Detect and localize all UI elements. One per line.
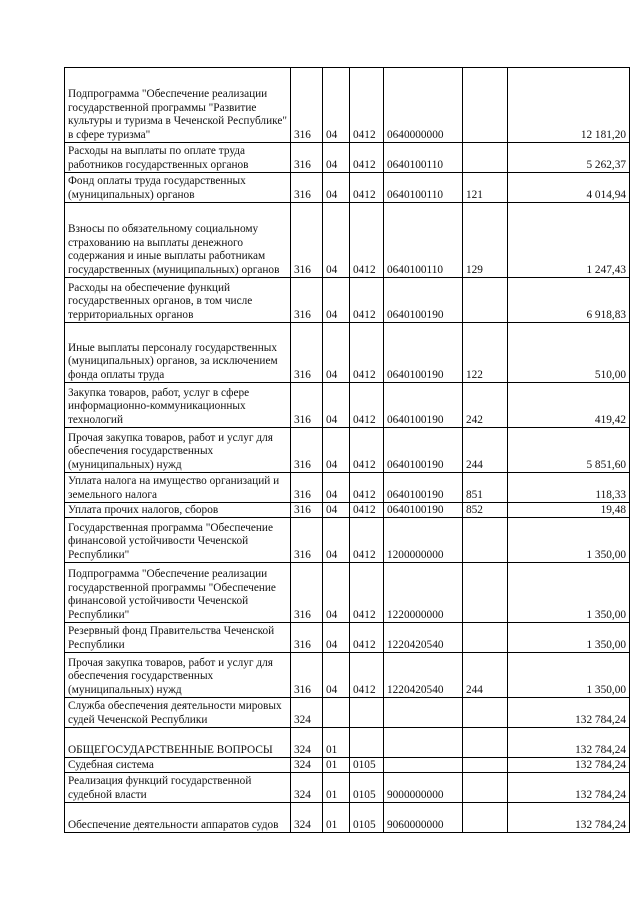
row-code: 316 — [291, 518, 323, 563]
table-row — [65, 518, 630, 563]
row-expense-type — [463, 518, 508, 563]
row-subsection: 0412 — [350, 503, 384, 518]
table-row — [65, 203, 630, 278]
row-amount: 5 262,37 — [508, 143, 630, 173]
row-name: Уплата налога на имущество организаций и земельного налога — [65, 473, 291, 503]
row-subsection: 0412 — [350, 383, 384, 428]
row-section: 04 — [323, 173, 350, 203]
row-name: Прочая закупка товаров, работ и услуг для обеспечения государственных (муниципальных) нужд — [65, 653, 291, 698]
row-subsection — [350, 728, 384, 758]
row-code: 316 — [291, 623, 323, 653]
row-article: 0640000000 — [384, 68, 463, 143]
row-code: 316 — [291, 503, 323, 518]
row-section: 04 — [323, 68, 350, 143]
row-code: 316 — [291, 653, 323, 698]
row-name: Служба обеспечения деятельности мировых судей Чеченской Республики — [65, 698, 291, 728]
row-code: 316 — [291, 143, 323, 173]
row-subsection: 0412 — [350, 278, 384, 323]
row-article: 0640100110 — [384, 203, 463, 278]
row-amount: 1 350,00 — [508, 563, 630, 623]
row-expense-type — [463, 278, 508, 323]
row-expense-type: 852 — [463, 503, 508, 518]
row-subsection: 0412 — [350, 68, 384, 143]
row-section: 01 — [323, 728, 350, 758]
row-expense-type — [463, 803, 508, 833]
row-name: Резервный фонд Правительства Чеченской Республики — [65, 623, 291, 653]
row-article: 0640100190 — [384, 503, 463, 518]
row-subsection: 0412 — [350, 518, 384, 563]
row-code: 324 — [291, 803, 323, 833]
row-subsection — [350, 698, 384, 728]
row-code: 316 — [291, 203, 323, 278]
table-row — [65, 143, 630, 173]
table-row — [65, 773, 630, 803]
row-name: Обеспечение деятельности аппаратов судов — [65, 803, 291, 833]
row-expense-type — [463, 773, 508, 803]
row-subsection: 0412 — [350, 143, 384, 173]
row-amount: 4 014,94 — [508, 173, 630, 203]
row-article: 0640100110 — [384, 173, 463, 203]
row-subsection: 0412 — [350, 473, 384, 503]
row-section: 04 — [323, 383, 350, 428]
row-subsection: 0412 — [350, 173, 384, 203]
row-amount: 1 350,00 — [508, 623, 630, 653]
row-code: 316 — [291, 173, 323, 203]
row-code: 316 — [291, 278, 323, 323]
table-row — [65, 503, 630, 518]
row-name: Закупка товаров, работ, услуг в сфере информационно-коммуникационных технологий — [65, 383, 291, 428]
row-expense-type: 129 — [463, 203, 508, 278]
row-section: 04 — [323, 518, 350, 563]
row-expense-type — [463, 758, 508, 773]
row-article: 0640100190 — [384, 473, 463, 503]
row-article — [384, 758, 463, 773]
row-code: 324 — [291, 758, 323, 773]
row-code: 316 — [291, 383, 323, 428]
row-expense-type — [463, 623, 508, 653]
row-subsection: 0412 — [350, 323, 384, 383]
row-section: 04 — [323, 323, 350, 383]
row-article: 0640100110 — [384, 143, 463, 173]
row-article: 1220420540 — [384, 653, 463, 698]
row-name: Расходы на выплаты по оплате труда работников государственных органов — [65, 143, 291, 173]
table-row — [65, 803, 630, 833]
row-name: ОБЩЕГОСУДАРСТВЕННЫЕ ВОПРОСЫ — [65, 728, 291, 758]
table-row — [65, 623, 630, 653]
row-section: 04 — [323, 623, 350, 653]
row-expense-type — [463, 143, 508, 173]
row-expense-type: 122 — [463, 323, 508, 383]
row-section: 04 — [323, 473, 350, 503]
row-code: 324 — [291, 698, 323, 728]
row-section: 01 — [323, 773, 350, 803]
row-name: Фонд оплаты труда государственных (муниципальных) органов — [65, 173, 291, 203]
row-amount: 1 247,43 — [508, 203, 630, 278]
row-expense-type: 121 — [463, 173, 508, 203]
table-row — [65, 653, 630, 698]
row-amount: 118,33 — [508, 473, 630, 503]
row-amount: 1 350,00 — [508, 518, 630, 563]
row-code: 316 — [291, 68, 323, 143]
row-subsection: 0412 — [350, 623, 384, 653]
row-section: 04 — [323, 278, 350, 323]
row-expense-type: 244 — [463, 428, 508, 473]
row-subsection: 0412 — [350, 563, 384, 623]
table-row — [65, 68, 630, 143]
row-amount: 132 784,24 — [508, 698, 630, 728]
row-expense-type — [463, 563, 508, 623]
row-subsection: 0412 — [350, 653, 384, 698]
row-name: Расходы на обеспечение функций государственных органов, в том числе территориальных органов — [65, 278, 291, 323]
row-name: Уплата прочих налогов, сборов — [65, 503, 291, 518]
row-article: 9000000000 — [384, 773, 463, 803]
row-section: 04 — [323, 563, 350, 623]
budget-table — [64, 67, 630, 833]
budget-table-body — [65, 68, 630, 833]
row-name: Иные выплаты персоналу государственных (муниципальных) органов, за исключением фонда оплаты труда — [65, 323, 291, 383]
row-expense-type: 242 — [463, 383, 508, 428]
row-expense-type — [463, 68, 508, 143]
row-expense-type: 244 — [463, 653, 508, 698]
row-amount: 132 784,24 — [508, 758, 630, 773]
row-amount: 419,42 — [508, 383, 630, 428]
row-code: 316 — [291, 563, 323, 623]
row-section: 04 — [323, 143, 350, 173]
row-code: 316 — [291, 473, 323, 503]
row-amount: 132 784,24 — [508, 728, 630, 758]
row-expense-type — [463, 728, 508, 758]
row-name: Реализация функций государственной судебной власти — [65, 773, 291, 803]
table-row — [65, 278, 630, 323]
row-section: 01 — [323, 803, 350, 833]
table-row — [65, 473, 630, 503]
row-subsection: 0105 — [350, 773, 384, 803]
table-row — [65, 563, 630, 623]
row-article — [384, 728, 463, 758]
row-article: 0640100190 — [384, 323, 463, 383]
row-code: 324 — [291, 728, 323, 758]
row-subsection: 0412 — [350, 203, 384, 278]
row-name: Взносы по обязательному социальному страхованию на выплаты денежного содержания и иные выплаты работникам государственных (муниципальных) органов — [65, 203, 291, 278]
row-amount: 5 851,60 — [508, 428, 630, 473]
row-amount: 6 918,83 — [508, 278, 630, 323]
row-code: 324 — [291, 773, 323, 803]
row-subsection: 0105 — [350, 758, 384, 773]
row-name: Судебная система — [65, 758, 291, 773]
row-section: 04 — [323, 503, 350, 518]
row-amount: 132 784,24 — [508, 803, 630, 833]
table-row — [65, 698, 630, 728]
row-name: Подпрограмма "Обеспечение реализации государственной программы "Развитие культуры и туризма в Чеченской Республике" в сфере туризма" — [65, 68, 291, 143]
row-code: 316 — [291, 428, 323, 473]
row-section: 01 — [323, 758, 350, 773]
row-subsection: 0105 — [350, 803, 384, 833]
row-section: 04 — [323, 653, 350, 698]
row-article — [384, 698, 463, 728]
row-name: Прочая закупка товаров, работ и услуг для обеспечения государственных (муниципальных) нужд — [65, 428, 291, 473]
row-article: 0640100190 — [384, 428, 463, 473]
table-row — [65, 323, 630, 383]
row-article: 9060000000 — [384, 803, 463, 833]
row-article: 0640100190 — [384, 383, 463, 428]
row-section: 04 — [323, 203, 350, 278]
row-name: Подпрограмма "Обеспечение реализации государственной программы "Обеспечение финансовой устойчивости Чеченской Республики" — [65, 563, 291, 623]
row-subsection: 0412 — [350, 428, 384, 473]
row-article: 1200000000 — [384, 518, 463, 563]
row-amount: 132 784,24 — [508, 773, 630, 803]
row-section: 04 — [323, 428, 350, 473]
table-row — [65, 173, 630, 203]
row-amount: 510,00 — [508, 323, 630, 383]
row-expense-type — [463, 698, 508, 728]
row-section — [323, 698, 350, 728]
table-row — [65, 728, 630, 758]
table-row — [65, 383, 630, 428]
table-row — [65, 758, 630, 773]
row-article: 0640100190 — [384, 278, 463, 323]
row-article: 1220000000 — [384, 563, 463, 623]
row-code: 316 — [291, 323, 323, 383]
row-amount: 12 181,20 — [508, 68, 630, 143]
row-name: Государственная программа "Обеспечение финансовой устойчивости Чеченской Республики" — [65, 518, 291, 563]
row-amount: 1 350,00 — [508, 653, 630, 698]
table-row — [65, 428, 630, 473]
row-amount: 19,48 — [508, 503, 630, 518]
row-expense-type: 851 — [463, 473, 508, 503]
row-article: 1220420540 — [384, 623, 463, 653]
